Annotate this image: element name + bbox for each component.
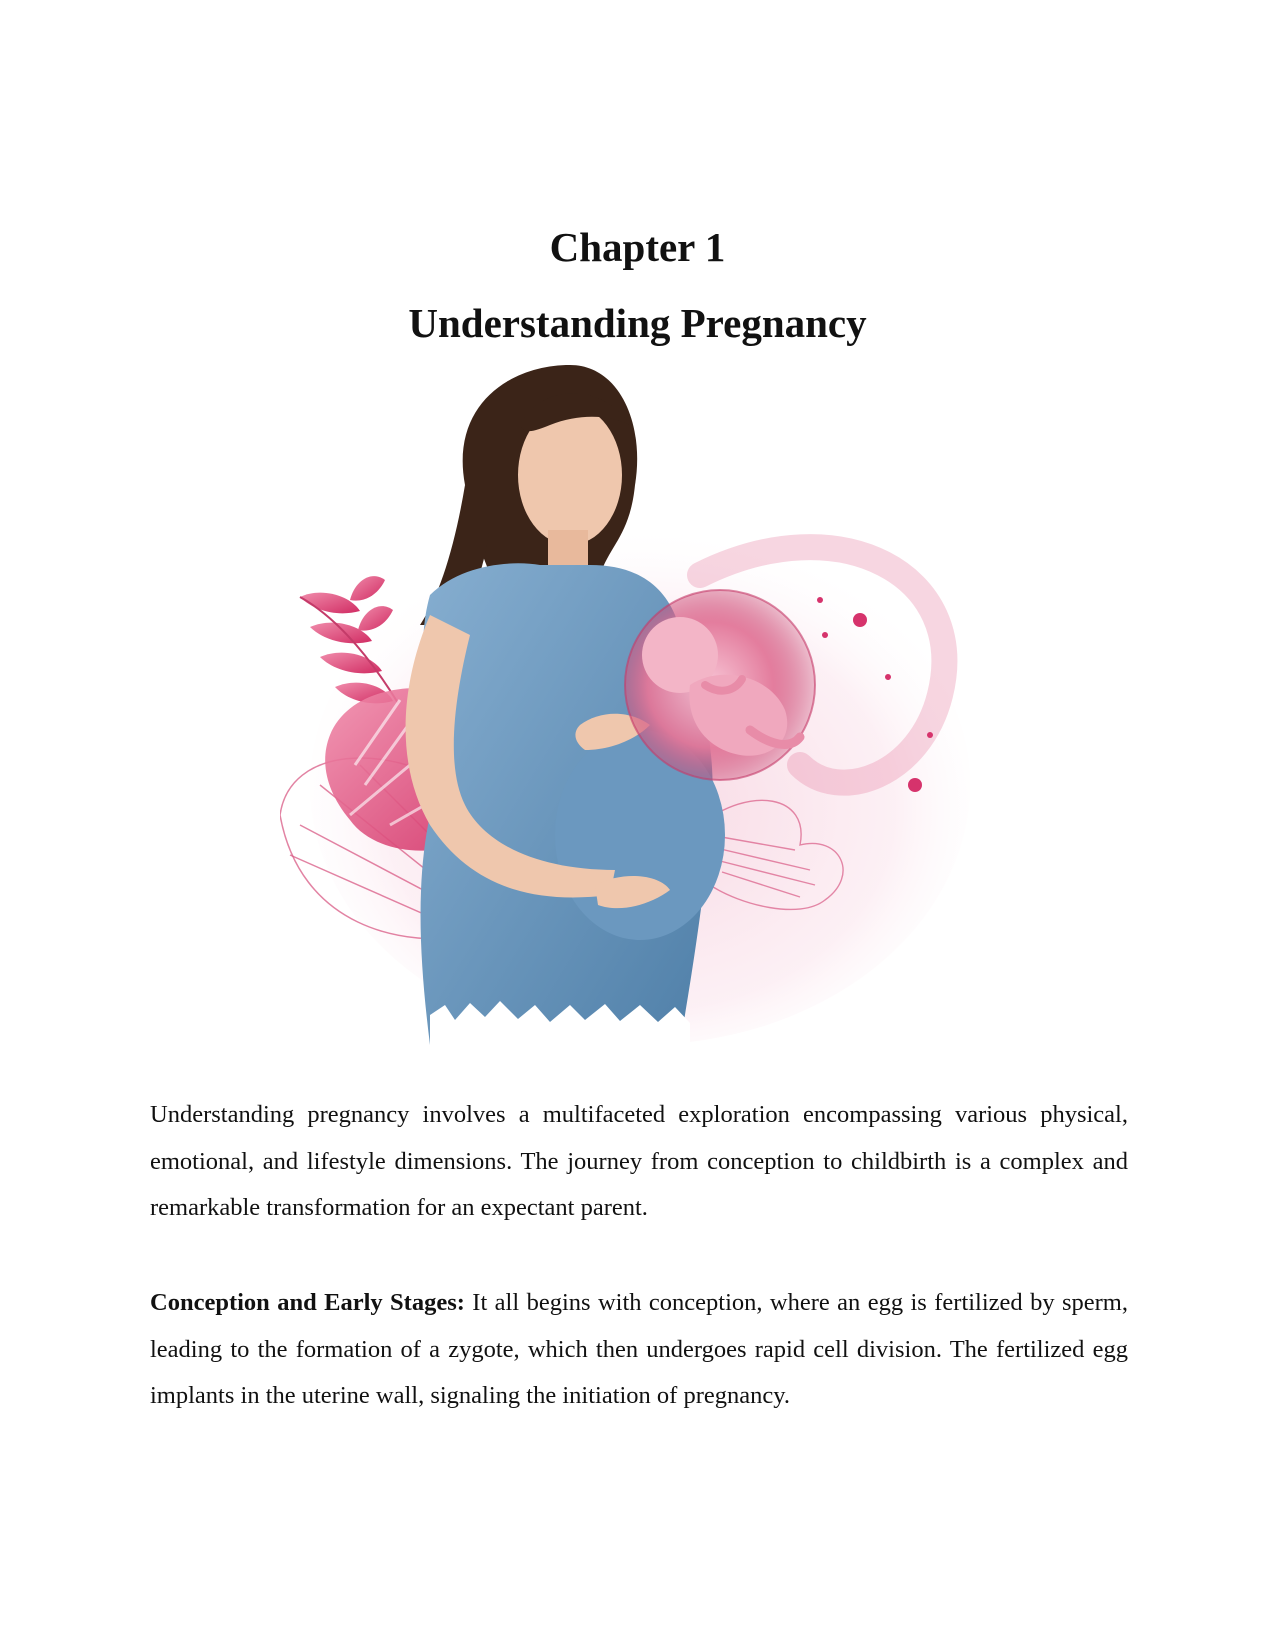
conception-paragraph-text: It all begins with conception, where an egg is fertilized by sperm, leading to the formation of a zygote, which then undergoes rapid cell division. The fertilized egg implants in the uterine wall, signaling the initiation of pregnancy. — [150, 1289, 1128, 1409]
pink-dot — [885, 674, 891, 680]
fetus-in-womb — [625, 590, 815, 780]
intro-paragraph — [150, 1092, 1128, 1232]
pregnancy-illustration — [280, 365, 1000, 1045]
pink-dot — [853, 613, 867, 627]
pink-dot — [927, 732, 933, 738]
pink-dot — [908, 778, 922, 792]
conception-lead: Conception and Early Stages: — [150, 1289, 465, 1316]
conception-paragraph — [150, 1280, 1128, 1420]
chapter-title: Understanding Pregnancy — [408, 300, 867, 346]
pink-dot — [817, 597, 823, 603]
neck — [548, 530, 588, 570]
intro-paragraph-text: Understanding pregnancy involves a multifaceted exploration encompassing various physical, emotional, and lifestyle dimensions. The journey from conception to childbirth is a complex and remarkable transformation for an expectant parent. — [150, 1101, 1128, 1221]
chapter-number: Chapter 1 — [549, 224, 726, 270]
pink-dot — [822, 632, 828, 638]
